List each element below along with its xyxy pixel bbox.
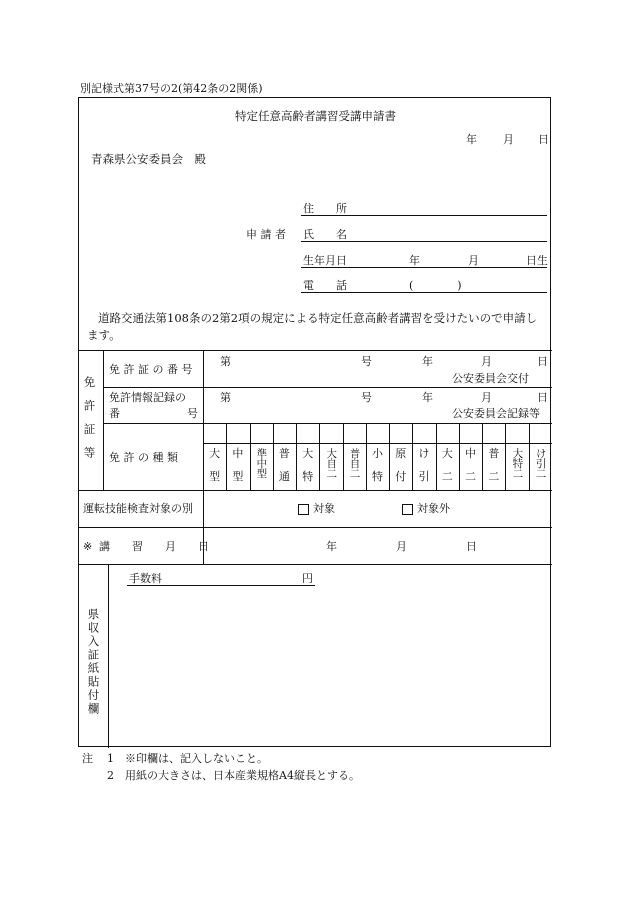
license-type-char: 引 bbox=[418, 470, 430, 483]
declaration-text: 道路交通法第108条の2第2項の規定による特定任意高齢者講習を受けたいので申請します。 bbox=[87, 311, 538, 342]
license-type-char: 大 bbox=[441, 447, 453, 460]
notes-prefix: 注 bbox=[82, 752, 93, 765]
license-type-7 bbox=[343, 448, 366, 478]
license-group-label: 免許証等 bbox=[82, 376, 97, 470]
inspection-option-target[interactable] bbox=[298, 503, 335, 515]
divider-row1 bbox=[103, 387, 552, 388]
address-underline bbox=[301, 215, 547, 216]
date-day: 日 bbox=[538, 133, 549, 146]
license-issuer: 公安委員会交付 bbox=[452, 372, 529, 385]
license-type-1 bbox=[203, 448, 226, 482]
license-type-8 bbox=[366, 448, 389, 482]
record-number-label-line1: 免許情報記録の bbox=[109, 391, 186, 404]
record-number-label-line2b: 号 bbox=[187, 407, 198, 420]
license-type-char: 二 bbox=[441, 470, 453, 483]
note-1-number: 1 bbox=[107, 752, 114, 765]
license-type-char: 通 bbox=[278, 470, 290, 483]
birth-day: 日生 bbox=[526, 254, 548, 267]
license-type-9 bbox=[389, 448, 412, 482]
license-issue-day: 日 bbox=[537, 355, 548, 368]
license-type-char: 小 bbox=[371, 447, 383, 460]
license-group-divider bbox=[103, 350, 104, 490]
lecture-date-label: 講 習 月 日 bbox=[99, 540, 209, 553]
note-1-text: ※印欄は、記入しないこと。 bbox=[125, 752, 268, 765]
addressee: 青森県公安委員会 殿 bbox=[91, 152, 206, 166]
birth-underline bbox=[301, 267, 547, 268]
license-type-char: 特 bbox=[371, 470, 383, 483]
divider-stamp bbox=[79, 564, 552, 565]
fee-unit: 円 bbox=[302, 572, 313, 585]
record-number-label-line2a: 番 bbox=[109, 407, 120, 420]
license-type-13 bbox=[482, 448, 505, 482]
phone-label: 電 話 bbox=[303, 279, 347, 292]
license-type-char: 付 bbox=[395, 470, 407, 483]
license-type-text: 大自二 bbox=[325, 448, 338, 478]
inspection-value-divider bbox=[203, 490, 204, 564]
application-form bbox=[78, 97, 551, 747]
phone-underline bbox=[301, 292, 547, 293]
birth-month: 月 bbox=[468, 254, 479, 267]
license-type-char: 型 bbox=[232, 470, 244, 483]
license-type-char: 大 bbox=[209, 447, 221, 460]
lecture-year: 年 bbox=[326, 540, 337, 553]
license-type-3 bbox=[250, 448, 273, 478]
fee-label: 手数料 bbox=[129, 572, 162, 585]
license-type-text: 普自二 bbox=[348, 448, 361, 478]
divider-type-header bbox=[203, 443, 552, 444]
license-type-char: 二 bbox=[465, 470, 477, 483]
license-type-11 bbox=[436, 448, 459, 482]
license-type-char: 二 bbox=[488, 470, 500, 483]
name-label: 氏 名 bbox=[303, 228, 347, 241]
birth-year: 年 bbox=[409, 254, 420, 267]
license-type-6 bbox=[319, 448, 342, 478]
checkbox-nontarget[interactable] bbox=[402, 504, 413, 515]
license-type-text: 準中型 bbox=[255, 448, 268, 478]
divider-inspection bbox=[79, 490, 552, 491]
inspection-option1-label: 対象 bbox=[313, 502, 335, 515]
record-number-prefix: 第 bbox=[220, 391, 231, 404]
license-type-char: 型 bbox=[209, 470, 221, 483]
stamp-label-divider bbox=[108, 564, 109, 748]
phone-area-code: ( ) bbox=[409, 279, 462, 292]
date-year: 年 bbox=[466, 133, 477, 146]
form-title: 特定任意高齢者講習受講申請書 bbox=[235, 109, 396, 123]
license-type-label: 免 許 の 種 類 bbox=[109, 451, 178, 464]
license-number-suffix: 号 bbox=[361, 355, 372, 368]
license-type-char: 原 bbox=[395, 447, 407, 460]
license-type-char: 中 bbox=[465, 447, 477, 460]
lecture-month: 月 bbox=[396, 540, 407, 553]
record-day: 日 bbox=[537, 391, 548, 404]
inspection-label: 運転技能検査対象の別 bbox=[83, 502, 193, 515]
note-2-text: 用紙の大きさは、日本産業規格A4縦長とする。 bbox=[125, 769, 360, 782]
note-2-number: 2 bbox=[107, 769, 114, 782]
lecture-day: 日 bbox=[466, 540, 477, 553]
license-type-4 bbox=[273, 448, 296, 482]
record-year: 年 bbox=[422, 391, 433, 404]
checkbox-target[interactable] bbox=[298, 504, 309, 515]
applicant-label: 申 請 者 bbox=[246, 228, 286, 241]
license-issue-month: 月 bbox=[481, 355, 492, 368]
fee-underline bbox=[127, 585, 315, 586]
license-number-prefix: 第 bbox=[220, 355, 231, 368]
date-month: 月 bbox=[503, 133, 514, 146]
license-type-14 bbox=[505, 448, 528, 478]
license-issue-year: 年 bbox=[422, 355, 433, 368]
stamp-label: 県収入証紙貼付欄 bbox=[86, 608, 101, 716]
license-type-10 bbox=[412, 448, 435, 482]
license-type-char: 普 bbox=[278, 447, 290, 460]
address-label: 住 所 bbox=[303, 202, 347, 215]
divider-row2 bbox=[103, 423, 552, 424]
record-number-suffix: 号 bbox=[361, 391, 372, 404]
license-type-2 bbox=[226, 448, 249, 482]
record-month: 月 bbox=[481, 391, 492, 404]
lecture-mark: ※ bbox=[83, 540, 93, 553]
form-number-note: 別記様式第37号の2(第42条の2関係) bbox=[80, 82, 263, 95]
license-type-char: 特 bbox=[302, 470, 314, 483]
license-type-text: け引二 bbox=[534, 448, 547, 478]
license-type-5 bbox=[296, 448, 319, 482]
license-type-char: 普 bbox=[488, 447, 500, 460]
license-number-label: 免 許 証 の 番 号 bbox=[109, 363, 193, 376]
license-type-char: け bbox=[418, 447, 430, 460]
inspection-option2-label: 対象外 bbox=[417, 502, 450, 515]
license-type-15 bbox=[529, 448, 552, 478]
birth-label: 生年月日 bbox=[303, 254, 347, 267]
name-underline bbox=[301, 241, 547, 242]
divider-license bbox=[79, 350, 552, 351]
license-type-12 bbox=[459, 448, 482, 482]
record-issuer: 公安委員会記録等 bbox=[452, 407, 540, 420]
license-type-char: 中 bbox=[232, 447, 244, 460]
license-type-char: 大 bbox=[302, 447, 314, 460]
inspection-option-nontarget[interactable] bbox=[402, 503, 450, 515]
license-type-text: 大特二 bbox=[511, 448, 524, 478]
divider-lecture bbox=[79, 527, 552, 528]
